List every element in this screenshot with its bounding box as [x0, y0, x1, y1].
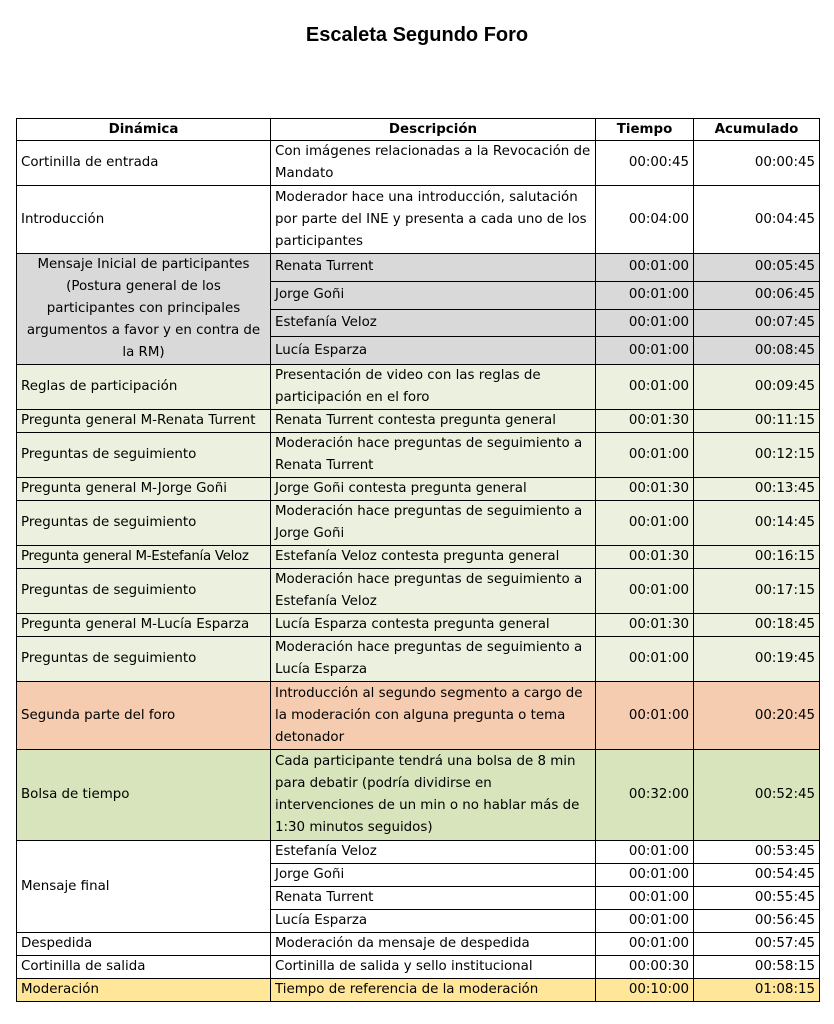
table-row	[17, 750, 820, 841]
cell-dinamica: Mensaje Inicial de participantes (Postura general de los participantes con principales argumentos a favor y en contra de la RM)	[17, 254, 271, 365]
cell-descripcion: Moderación hace preguntas de seguimiento a Renata Turrent	[271, 433, 596, 478]
cell-descripcion: Estefanía Veloz	[271, 309, 596, 337]
cell-descripcion: Jorge Goñi	[271, 864, 596, 887]
cell-dinamica: Pregunta general M-Lucía Esparza	[17, 614, 271, 637]
table-row	[17, 141, 820, 186]
cell-dinamica: Mensaje final	[17, 841, 271, 933]
cell-descripcion: Con imágenes relacionadas a la Revocación de Mandato	[271, 141, 596, 186]
cell-tiempo: 00:01:00	[596, 309, 694, 337]
cell-acumulado: 00:56:45	[694, 910, 820, 933]
table-row	[17, 956, 820, 979]
cell-dinamica: Preguntas de seguimiento	[17, 433, 271, 478]
table-row	[17, 569, 820, 614]
table-row	[17, 614, 820, 637]
cell-dinamica: Introducción	[17, 186, 271, 254]
cell-tiempo: 00:01:00	[596, 254, 694, 282]
cell-tiempo: 00:01:30	[596, 410, 694, 433]
cell-acumulado: 00:07:45	[694, 309, 820, 337]
cell-descripcion: Tiempo de referencia de la moderación	[271, 979, 596, 1002]
schedule-table	[16, 118, 820, 1002]
cell-descripcion: Moderador hace una introducción, salutación por parte del INE y presenta a cada uno de los participantes	[271, 186, 596, 254]
cell-tiempo: 00:01:30	[596, 614, 694, 637]
cell-acumulado: 00:13:45	[694, 478, 820, 501]
cell-dinamica: Pregunta general M-Jorge Goñi	[17, 478, 271, 501]
cell-acumulado: 00:14:45	[694, 501, 820, 546]
table-row	[17, 410, 820, 433]
table-header-row	[17, 119, 820, 141]
table-row	[17, 186, 820, 254]
cell-acumulado: 00:20:45	[694, 682, 820, 750]
table-row	[17, 546, 820, 569]
cell-acumulado: 00:06:45	[694, 281, 820, 309]
cell-dinamica: Preguntas de seguimiento	[17, 501, 271, 546]
cell-acumulado: 00:55:45	[694, 887, 820, 910]
cell-descripcion: Renata Turrent	[271, 887, 596, 910]
cell-dinamica: Cortinilla de salida	[17, 956, 271, 979]
cell-acumulado: 00:57:45	[694, 933, 820, 956]
cell-acumulado: 00:16:15	[694, 546, 820, 569]
cell-tiempo: 00:01:00	[596, 933, 694, 956]
cell-tiempo: 00:01:30	[596, 546, 694, 569]
table-row	[17, 254, 820, 282]
cell-tiempo: 00:04:00	[596, 186, 694, 254]
cell-acumulado: 00:53:45	[694, 841, 820, 864]
cell-acumulado: 00:05:45	[694, 254, 820, 282]
cell-tiempo: 00:01:00	[596, 910, 694, 933]
table-row	[17, 501, 820, 546]
table-row	[17, 682, 820, 750]
cell-descripcion: Moderación hace preguntas de seguimiento a Lucía Esparza	[271, 637, 596, 682]
cell-descripcion: Introducción al segundo segmento a cargo de la moderación con alguna pregunta o tema detonador	[271, 682, 596, 750]
table-row	[17, 478, 820, 501]
header-descripcion: Descripción	[271, 119, 596, 141]
cell-tiempo: 00:01:00	[596, 365, 694, 410]
cell-descripcion: Estefanía Veloz	[271, 841, 596, 864]
page-title: Escaleta Segundo Foro	[305, 24, 529, 46]
table-row	[17, 433, 820, 478]
cell-dinamica: Preguntas de seguimiento	[17, 569, 271, 614]
cell-descripcion: Renata Turrent contesta pregunta general	[271, 410, 596, 433]
table-row	[17, 637, 820, 682]
cell-acumulado: 00:54:45	[694, 864, 820, 887]
cell-descripcion: Renata Turrent	[271, 254, 596, 282]
cell-descripcion: Estefanía Veloz contesta pregunta general	[271, 546, 596, 569]
cell-tiempo: 00:00:30	[596, 956, 694, 979]
cell-tiempo: 00:01:30	[596, 478, 694, 501]
table-row	[17, 841, 820, 864]
table-row	[17, 365, 820, 410]
cell-acumulado: 00:17:15	[694, 569, 820, 614]
cell-dinamica: Bolsa de tiempo	[17, 750, 271, 841]
cell-acumulado: 00:00:45	[694, 141, 820, 186]
cell-tiempo: 00:01:00	[596, 637, 694, 682]
cell-acumulado: 00:11:15	[694, 410, 820, 433]
cell-tiempo: 00:01:00	[596, 887, 694, 910]
header-tiempo: Tiempo	[596, 119, 694, 141]
cell-tiempo: 00:01:00	[596, 841, 694, 864]
cell-tiempo: 00:01:00	[596, 569, 694, 614]
cell-descripcion: Cada participante tendrá una bolsa de 8 min para debatir (podría dividirse en intervenciones de un min o no hablar más de 1:30 minutos seguidos)	[271, 750, 596, 841]
cell-acumulado: 00:04:45	[694, 186, 820, 254]
cell-dinamica: Moderación	[17, 979, 271, 1002]
cell-tiempo: 00:01:00	[596, 281, 694, 309]
cell-tiempo: 00:01:00	[596, 501, 694, 546]
cell-descripcion: Jorge Goñi contesta pregunta general	[271, 478, 596, 501]
cell-dinamica: Pregunta general M-Estefanía Veloz	[17, 546, 271, 569]
cell-dinamica: Reglas de participación	[17, 365, 271, 410]
header-acumulado: Acumulado	[694, 119, 820, 141]
cell-descripcion: Lucía Esparza contesta pregunta general	[271, 614, 596, 637]
cell-descripcion: Lucía Esparza	[271, 910, 596, 933]
cell-descripcion: Moderación hace preguntas de seguimiento a Jorge Goñi	[271, 501, 596, 546]
cell-dinamica: Cortinilla de entrada	[17, 141, 271, 186]
cell-tiempo: 00:01:00	[596, 433, 694, 478]
header-dinamica: Dinámica	[17, 119, 271, 141]
cell-descripcion: Moderación da mensaje de despedida	[271, 933, 596, 956]
cell-acumulado: 00:12:15	[694, 433, 820, 478]
cell-dinamica: Preguntas de seguimiento	[17, 637, 271, 682]
cell-descripcion: Moderación hace preguntas de seguimiento a Estefanía Veloz	[271, 569, 596, 614]
cell-tiempo: 00:10:00	[596, 979, 694, 1002]
table-row	[17, 979, 820, 1002]
cell-descripcion: Presentación de video con las reglas de participación en el foro	[271, 365, 596, 410]
cell-dinamica: Despedida	[17, 933, 271, 956]
cell-descripcion: Cortinilla de salida y sello institucional	[271, 956, 596, 979]
cell-acumulado: 00:09:45	[694, 365, 820, 410]
cell-tiempo: 00:00:45	[596, 141, 694, 186]
cell-acumulado: 00:58:15	[694, 956, 820, 979]
cell-tiempo: 00:01:00	[596, 864, 694, 887]
cell-tiempo: 00:01:00	[596, 337, 694, 365]
cell-acumulado: 00:19:45	[694, 637, 820, 682]
cell-acumulado: 00:52:45	[694, 750, 820, 841]
cell-tiempo: 00:32:00	[596, 750, 694, 841]
cell-dinamica: Segunda parte del foro	[17, 682, 271, 750]
cell-acumulado: 01:08:15	[694, 979, 820, 1002]
cell-acumulado: 00:08:45	[694, 337, 820, 365]
cell-dinamica: Pregunta general M-Renata Turrent	[17, 410, 271, 433]
cell-descripcion: Lucía Esparza	[271, 337, 596, 365]
cell-acumulado: 00:18:45	[694, 614, 820, 637]
cell-tiempo: 00:01:00	[596, 682, 694, 750]
table-row	[17, 933, 820, 956]
cell-descripcion: Jorge Goñi	[271, 281, 596, 309]
